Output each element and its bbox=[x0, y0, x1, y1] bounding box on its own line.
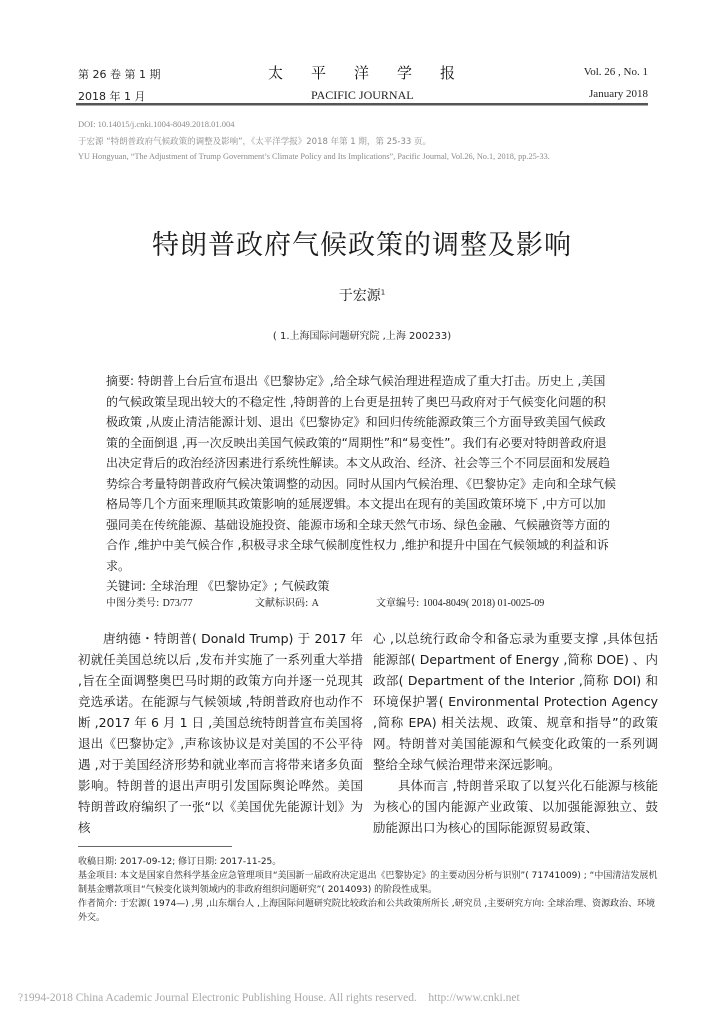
article-no-value: 1004-8049( 2018) 01-0025-09 bbox=[422, 598, 545, 609]
author bbox=[0, 285, 724, 305]
journal-title-en: PACIFIC JOURNAL bbox=[311, 88, 414, 102]
header-vol-issue-en: Vol. 26 , No. 1 bbox=[583, 66, 648, 78]
header-vol-issue-cn: 第 26 卷 第 1 期 bbox=[78, 68, 161, 81]
abstract bbox=[106, 371, 616, 597]
copyright-text: ?1994-2018 China Academic Journal Electronic Publishing House. All rights reserved. bbox=[18, 992, 417, 1004]
body-column-left bbox=[78, 628, 363, 838]
document-code bbox=[255, 594, 319, 609]
fund-info: 基金项目: 本文是国家自然科学基金应急管理项目“美国新一届政府决定退出《巴黎协定》的主要动因分析与识别”( 71741009) ; “中国清洁发展机制基金赠款项目“气候变化谈判领域内的非政府组织问题研究”( 2014093) 的阶段性成果。 bbox=[78, 871, 658, 895]
doc-code-value: A bbox=[311, 598, 319, 609]
received-date: 收稿日期: 2017-09-12; 修订日期: 2017-11-25。 bbox=[78, 857, 282, 867]
body-paragraph: 具体而言 ,特朗普采取了以复兴化石能源与核能为核心的国内能源产业政策、以加强能源独立、鼓励能源出口为核心的国际能源贸易政策、 bbox=[373, 778, 658, 835]
header-rule-secondary bbox=[76, 105, 648, 106]
doc-code-label: 文献标识码: bbox=[255, 598, 309, 609]
keywords-label: 关键词: bbox=[106, 579, 147, 593]
journal-title-cn: 太平洋学报 bbox=[268, 64, 484, 82]
article-number bbox=[376, 594, 544, 609]
article-no-label: 文章编号: bbox=[376, 598, 420, 609]
article-title: 特朗普政府气候政策的调整及影响 bbox=[152, 230, 572, 261]
clc-value: D73/77 bbox=[162, 598, 193, 609]
abstract-text: 特朗普上台后宣布退出《巴黎协定》,给全球气候治理进程造成了重大打击。历史上 ,美国的气候政策呈现出较大的不稳定性 ,特朗普的上台更是扭转了奥巴马政府对于气候变化问题的积极政策 ,从废止清洁能源计划、退出《巴黎协定》和回归传统能源政策三个方面导致美国气候政策的全面倒退 ,再一次反映出美国气候政策的“周期性”和“易变性”。我们有必要对特朗普政府退出决定背后的政治经济因素进行系统性解读。本文从政治、经济、社会等三个不同层面和发展趋势综合考量特朗普政府气候决策调整的动因。同时从国内气候治理、《巴黎协定》走向和全球气候格局等几个方面来理顺其政策影响的延展逻辑。本文提出在现有的美国政策环境下 ,中方可以加强同美在传统能源、基础设施投资、能源市场和全球天然气市场、绿色金融、气候融资等方面的合作 ,维护中美气候合作 ,积极寻求全球气候制度性权力 ,维护和提升中国在气候领域的利益和诉求。 bbox=[106, 374, 617, 573]
citation-en: YU Hongyuan, “The Adjustment of Trump Government’s Climate Policy and Its Implications”, Pacific Journal, Vol.26, No.1, 2018, pp.25-33. bbox=[78, 152, 550, 161]
body-paragraph: 心 ,以总统行政命令和备忘录为重要支撑 ,具体包括能源部( Department of Energy ,简称 DOE) 、内政部( Department of the Interior ,简称 DOI) 和环境保护署( Environmental Protection Agency ,简称 EPA) 相关法规、政策、规章和指导”的政策网。特朗普对美国能源和气候变化政策的一系列调整给全球气候治理带来深远影响。 bbox=[373, 631, 658, 772]
author-affiliation-mark: 1 bbox=[380, 288, 386, 297]
body-column-right bbox=[373, 628, 658, 838]
clc-label: 中图分类号: bbox=[106, 598, 160, 609]
author-bio: 作者简介: 于宏源( 1974—) ,男 ,山东烟台人 ,上海国际问题研究院比较政治和公共政策所所长 ,研究员 ,主要研究方向: 全球治理、资源政治、环境外交。 bbox=[78, 899, 656, 923]
abstract-label: 摘要: bbox=[106, 374, 135, 388]
citation-cn: 于宏源 “特朗普政府气候政策的调整及影响”，《太平洋学报》2018 年第 1 期，第 25-33 页。 bbox=[78, 137, 432, 147]
footnote-rule bbox=[78, 846, 232, 847]
doi: DOI: 10.14015/j.cnki.1004-8049.2018.01.004 bbox=[78, 119, 235, 129]
keywords: 全球治理 《巴黎协定》; 气候政策 bbox=[149, 579, 330, 593]
clc-number bbox=[106, 594, 193, 609]
footnotes bbox=[78, 855, 658, 925]
author-name: 于宏源 bbox=[338, 288, 381, 304]
cnki-link[interactable]: http://www.cnki.net bbox=[428, 992, 520, 1004]
header-date-en: January 2018 bbox=[589, 88, 648, 100]
header-date-cn: 2018 年 1 月 bbox=[78, 90, 146, 103]
affiliation: ( 1.上海国际问题研究院 ,上海 200233) bbox=[272, 331, 452, 342]
copyright-footer bbox=[18, 992, 520, 1004]
body-paragraph: 唐纳德・特朗普( Donald Trump) 于 2017 年初就任美国总统以后 ,发布并实施了一系列重大举措 ,旨在全面调整奥巴马时期的政策方向并逐一兑现其竞选承诺。在能源与气候领域 ,特朗普政府也动作不断 ,2017 年 6 月 1 日 ,美国总统特朗普宣布美国将退出《巴黎协定》,声称该协议是对美国的不公平待遇 ,对于美国经济形势和就业率而言将带来诸多负面影响。特朗普的退出声明引发国际舆论哗然。美国特朗普政府编织了一张“以《美国优先能源计划》为核 bbox=[78, 631, 363, 835]
